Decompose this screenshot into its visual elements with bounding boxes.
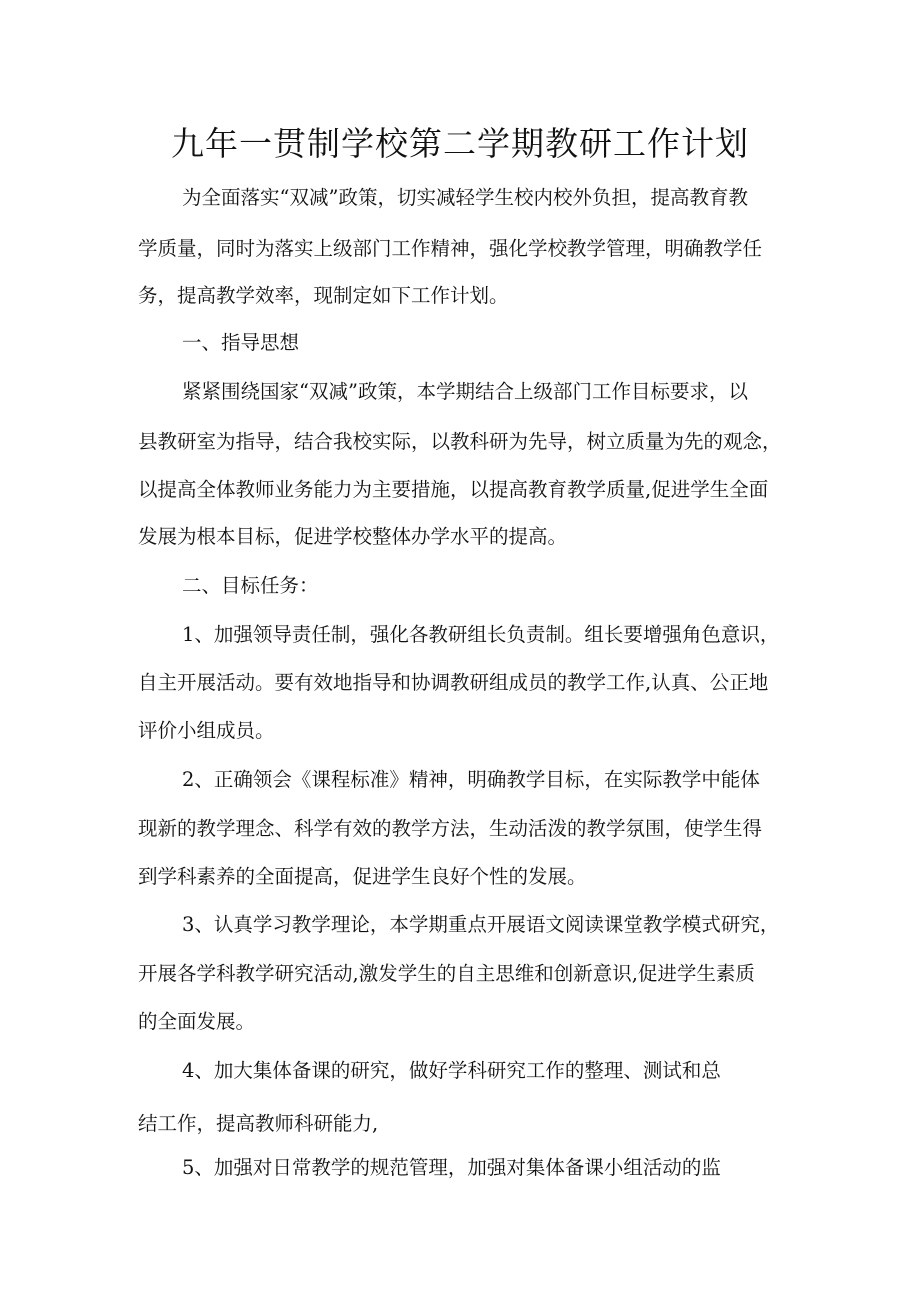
section1-line-4: 发展为根本目标，促进学校整体办学水平的提高。 xyxy=(138,525,568,548)
item1-line-1: 1、加强领导责任制，强化各教研组长负责制。组长要增强角色意识， xyxy=(182,623,780,646)
document-title: 九年一贯制学校第二学期教研工作计划 xyxy=(171,124,749,163)
item1-line-2: 自主开展活动。要有效地指导和协调教研组成员的教学工作,认真、公正地 xyxy=(138,671,769,694)
item2-line-2: 现新的教学理念、科学有效的教学方法，生动活泼的教学氛围，使学生得 xyxy=(138,817,763,840)
section-heading-goals-tasks: 二、目标任务： xyxy=(182,574,319,597)
item1-line-3: 评价小组成员。 xyxy=(138,719,275,742)
intro-line-2: 学质量，同时为落实上级部门工作精神，强化学校教学管理，明确教学任 xyxy=(138,237,763,260)
section-heading-guiding-ideology: 一、指导思想 xyxy=(182,331,300,354)
section1-line-1: 紧紧围绕国家“双减”政策，本学期结合上级部门工作目标要求，以 xyxy=(182,380,748,403)
intro-line-3: 务，提高教学效率，现制定如下工作计划。 xyxy=(138,284,509,307)
item4-line-1: 4、加大集体备课的研究，做好学科研究工作的整理、测试和总 xyxy=(182,1059,721,1082)
item3-line-2: 开展各学科教学研究活动,激发学生的自主思维和创新意识,促进学生素质 xyxy=(138,962,755,985)
section1-line-3: 以提高全体教师业务能力为主要措施，以提高教育教学质量,促进学生全面 xyxy=(138,478,769,501)
item5-line-1: 5、加强对日常教学的规范管理，加强对集体备课小组活动的监 xyxy=(182,1156,721,1179)
item3-line-3: 的全面发展。 xyxy=(138,1010,256,1033)
item2-line-1: 2、正确领会《课程标准》精神，明确教学目标，在实际教学中能体 xyxy=(182,768,760,791)
item3-line-1: 3、认真学习教学理论，本学期重点开展语文阅读课堂教学模式研究， xyxy=(182,913,780,936)
intro-line-1: 为全面落实“双减”政策，切实减轻学生校内校外负担，提高教育教 xyxy=(182,186,748,209)
section1-line-2: 县教研室为指导，结合我校实际，以教科研为先导，树立质量为先的观念， xyxy=(138,430,782,453)
item4-line-2: 结工作，提高教师科研能力, xyxy=(138,1112,379,1135)
item2-line-3: 到学科素养的全面提高，促进学生良好个性的发展。 xyxy=(138,865,587,888)
